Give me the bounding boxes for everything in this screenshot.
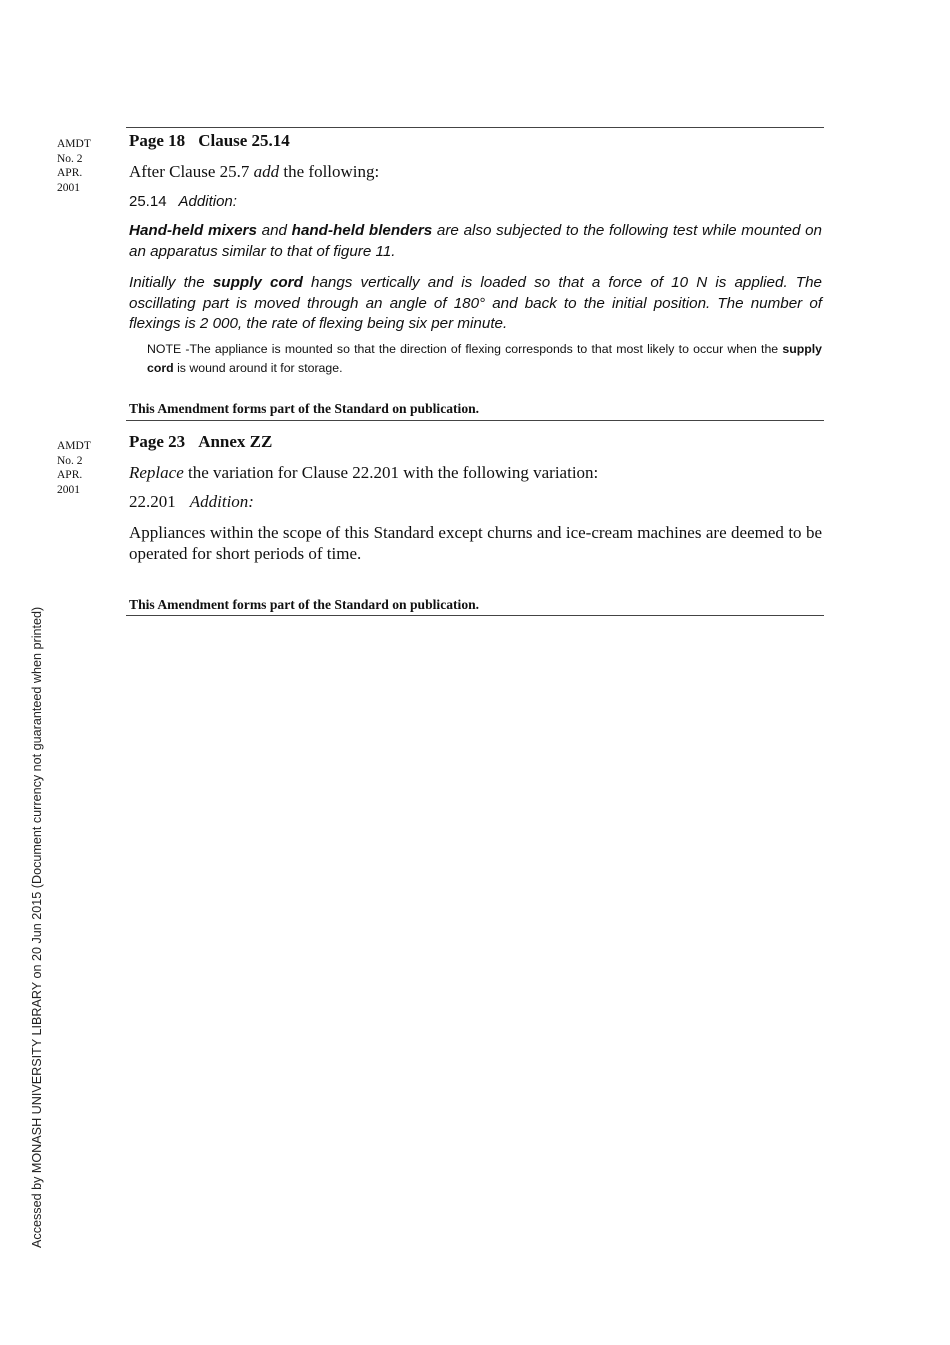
amendment2-clause-number [129, 492, 822, 512]
note-text: is wound around it for storage. [173, 361, 343, 375]
amendment1-top-rule [126, 127, 824, 128]
paragraph-text: and [256, 222, 292, 239]
amendment2-body: Appliances within the scope of this Standard except churns and ice-cream machines are deemed to be operated for short periods of time. [129, 523, 822, 563]
clause-label: Addition: [178, 193, 237, 210]
amendment2-bottom-rule [126, 615, 824, 616]
clause-reference: Clause 25.14 [198, 131, 290, 150]
margin-month: APR. [57, 167, 83, 179]
amendment1-footer: This Amendment forms part of the Standard on publication. [129, 401, 480, 416]
term-hand-held-blenders: hand-held blenders [291, 222, 433, 239]
clause-number: 25.14 [129, 193, 167, 210]
paragraph-text: are also subjected to the following test while mounted on an apparatus similar to that of figure 11. [129, 222, 823, 260]
paragraph-text: hangs vertically and is loaded so that a force of 10 N is applied. The oscillating part is moved through an angle of 180° and back to the initial position. The number of flexings is 2 000, the rate of flexing being six per minute. [129, 274, 822, 333]
term-hand-held-mixers: Hand-held mixers [129, 222, 257, 239]
amendment1-note [147, 340, 822, 378]
instruction-text-end: the following: [279, 162, 380, 181]
term-supply-cord: supply cord [147, 342, 822, 375]
annex-reference: Annex ZZ [198, 432, 273, 451]
clause-number: 22.201 [129, 492, 176, 511]
instruction-emphasis: Replace [129, 463, 184, 482]
clause-label: Addition: [189, 492, 254, 511]
margin-number: No. 2 [57, 152, 83, 165]
margin-amdt: AMDT [57, 138, 91, 150]
instruction-emphasis: add [253, 162, 280, 181]
paragraph-text: Initially the [129, 274, 213, 291]
instruction-text: After Clause 25.7 [129, 162, 254, 181]
amendment1-clause-number [129, 193, 822, 211]
amendment1-paragraph-2 [129, 273, 822, 335]
term-supply-cord: supply cord [212, 274, 303, 291]
amendment2-footer: This Amendment forms part of the Standard on publication. [129, 597, 480, 612]
margin-number: No. 2 [57, 454, 83, 467]
margin-year: 2001 [57, 181, 80, 194]
margin-month: APR. [57, 469, 83, 481]
amendment2-heading [129, 432, 822, 452]
page-reference: Page 18 [129, 131, 186, 150]
amendment1-bottom-rule [126, 420, 824, 421]
note-text: NOTE -The appliance is mounted so that the direction of flexing corresponds to that most likely to occur when the [147, 342, 783, 356]
amendment1-instruction [129, 161, 822, 182]
access-notice: Accessed by MONASH UNIVERSITY LIBRARY on 20 Jun 2015 (Document currency not guaranteed when printed) [30, 606, 44, 1248]
amendment1-heading [129, 131, 822, 151]
margin-year: 2001 [57, 483, 80, 496]
instruction-text: the variation for Clause 22.201 with the following variation: [183, 463, 599, 482]
margin-amdt: AMDT [57, 440, 91, 452]
page-reference: Page 23 [129, 432, 186, 451]
amendment2-instruction [129, 462, 822, 483]
amendment1-paragraph-1 [129, 221, 822, 262]
amendment1-margin-note [57, 137, 109, 195]
amendment2-margin-note [57, 439, 109, 497]
